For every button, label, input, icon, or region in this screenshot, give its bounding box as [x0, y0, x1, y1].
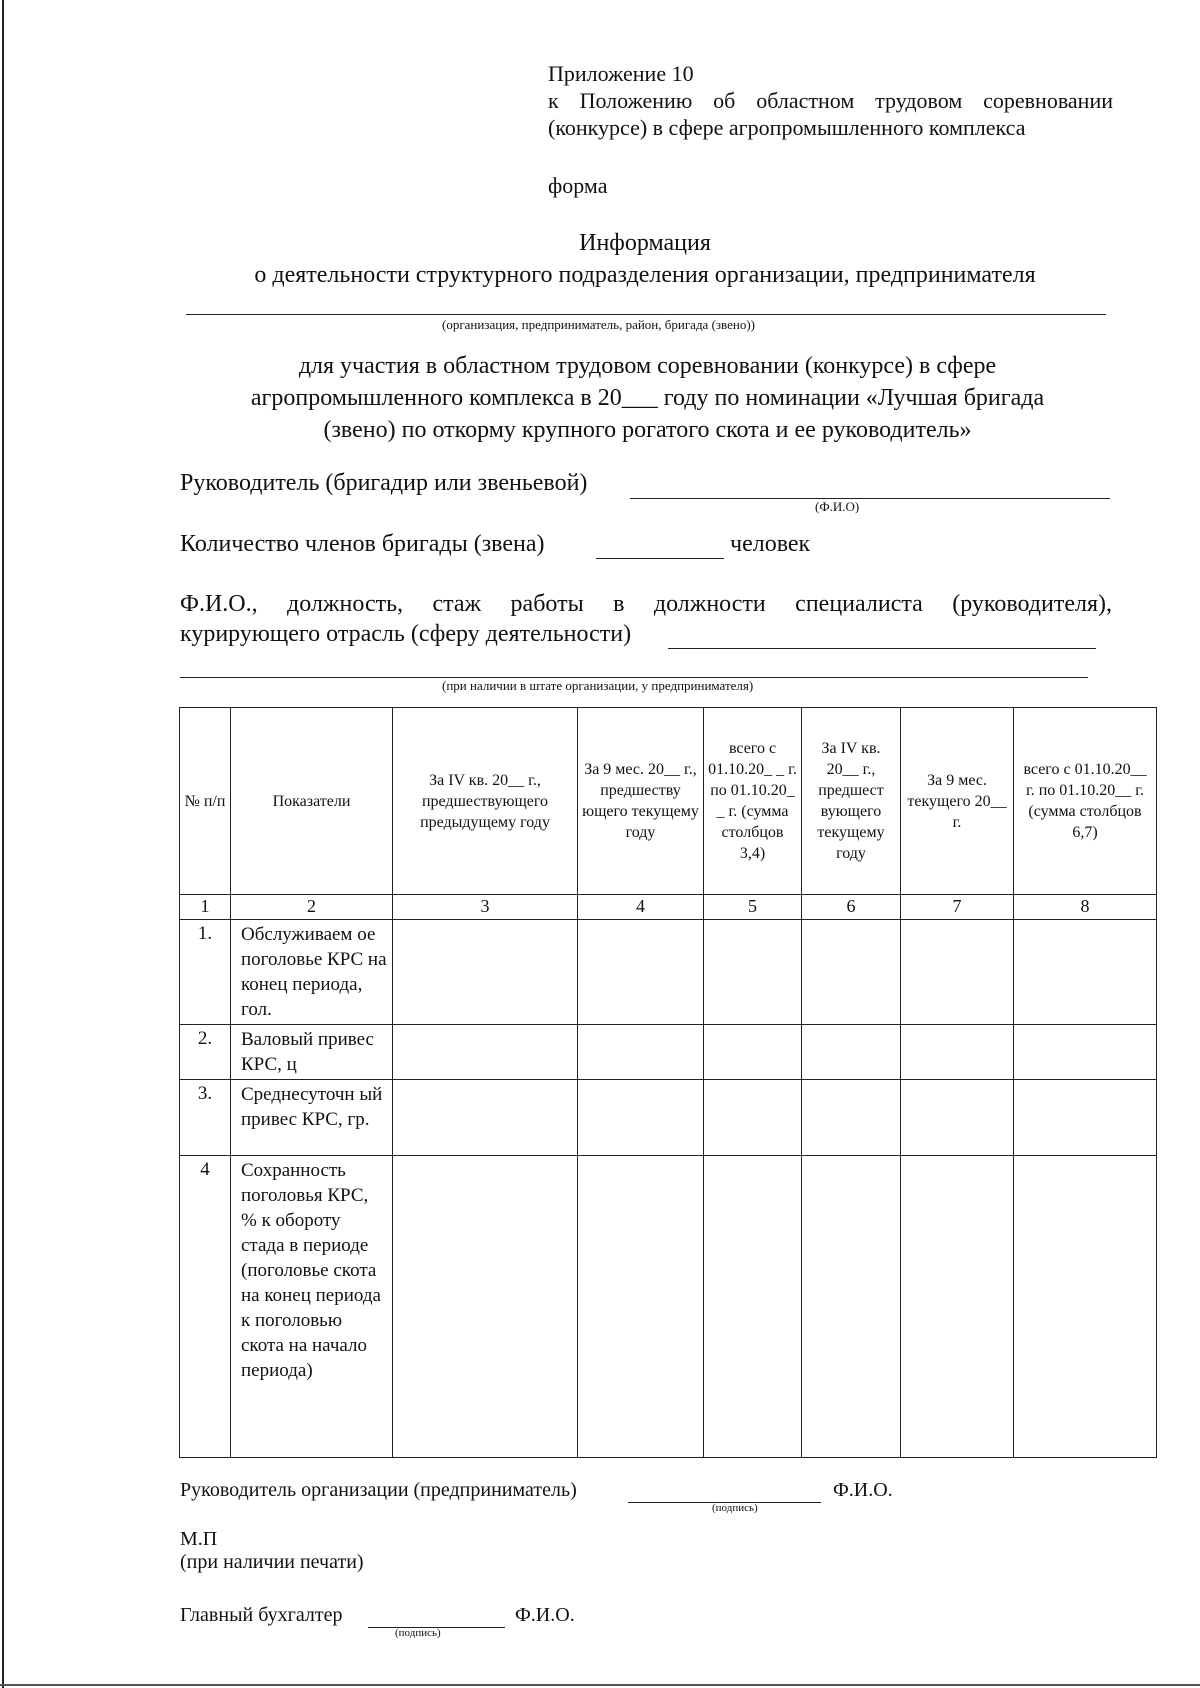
- column-number-row: [180, 895, 1157, 920]
- value-cell[interactable]: [901, 1156, 1014, 1458]
- appendix-number: Приложение 10: [548, 61, 694, 86]
- value-cell[interactable]: [704, 920, 802, 1025]
- leader-field-caption: (Ф.И.О): [815, 499, 860, 514]
- members-unit: человек: [730, 531, 811, 557]
- head-signature-name: Ф.И.О.: [833, 1479, 893, 1501]
- members-label: Количество членов бригады (звена): [180, 531, 545, 557]
- appendix-header: [548, 60, 1113, 141]
- head-signature-caption: (подпись): [712, 1502, 758, 1514]
- specialist-field-caption: (при наличии в штате организации, у предпринимателя): [442, 678, 754, 693]
- row-number: 3.: [180, 1080, 231, 1156]
- header-col-6: За IV кв. 20__ г., предшест вующего текущему году: [802, 708, 901, 895]
- stamp-label: М.П: [180, 1528, 218, 1550]
- page-bottom-border: [0, 1684, 1200, 1686]
- value-cell[interactable]: [578, 920, 704, 1025]
- value-cell[interactable]: [901, 1025, 1014, 1080]
- appendix-regulation-cont: (конкурсе) в сфере агропромышленного комплекса: [548, 115, 1026, 140]
- row-number: 1.: [180, 920, 231, 1025]
- value-cell[interactable]: [393, 920, 578, 1025]
- column-number: 6: [802, 895, 901, 920]
- accountant-signature-caption: (подпись): [395, 1627, 441, 1639]
- row-indicator: Обслуживаем ое поголовье КРС на конец периода, гол.: [231, 920, 393, 1025]
- form-label: форма: [548, 173, 608, 198]
- purpose-paragraph: [180, 350, 1115, 446]
- leader-label: Руководитель (бригадир или звеньевой): [180, 470, 588, 496]
- stamp-note: (при наличии печати): [180, 1551, 364, 1573]
- column-number: 4: [578, 895, 704, 920]
- header-number: № п/п: [180, 708, 231, 895]
- purpose-line-3: (звено) по откорму крупного рогатого скота и ее руководитель»: [323, 417, 972, 443]
- value-cell[interactable]: [901, 1080, 1014, 1156]
- header-col-3: За IV кв. 20__ г., предшествующего предыдущему году: [393, 708, 578, 895]
- value-cell[interactable]: [704, 1025, 802, 1080]
- value-cell[interactable]: [802, 1080, 901, 1156]
- column-number: 3: [393, 895, 578, 920]
- column-number: 8: [1014, 895, 1157, 920]
- value-cell[interactable]: [393, 1025, 578, 1080]
- value-cell[interactable]: [1014, 1080, 1157, 1156]
- row-number: 2.: [180, 1025, 231, 1080]
- accountant-signature-name: Ф.И.О.: [515, 1604, 575, 1626]
- accountant-signature-label: Главный бухгалтер: [180, 1604, 343, 1626]
- value-cell[interactable]: [1014, 920, 1157, 1025]
- value-cell[interactable]: [704, 1156, 802, 1458]
- value-cell[interactable]: [1014, 1156, 1157, 1458]
- document-title: Информация: [579, 230, 711, 256]
- table-row: [180, 1080, 1157, 1156]
- purpose-line-1: для участия в областном трудовом соревновании (конкурсе) в сфере: [298, 353, 997, 379]
- header-col-4: За 9 мес. 20__ г., предшеству ющего текущему году: [578, 708, 704, 895]
- indicators-table: [179, 707, 1157, 1458]
- document-subtitle: о деятельности структурного подразделения организации, предпринимателя: [254, 262, 1036, 288]
- header-col-8: всего с 01.10.20__ г. по 01.10.20__ г. (сумма столбцов 6,7): [1014, 708, 1157, 895]
- row-indicator: Сохранность поголовья КРС, % к обороту стада в периоде (поголовье скота на конец периода к поголовью скота на начало периода): [231, 1156, 393, 1458]
- column-number: 5: [704, 895, 802, 920]
- value-cell[interactable]: [802, 920, 901, 1025]
- value-cell[interactable]: [802, 1025, 901, 1080]
- organization-field-caption: (организация, предприниматель, район, бригада (звено)): [442, 317, 755, 332]
- leader-name-field[interactable]: [630, 498, 1110, 499]
- value-cell[interactable]: [578, 1156, 704, 1458]
- column-number: 7: [901, 895, 1014, 920]
- header-indicators: Показатели: [231, 708, 393, 895]
- header-col-7: За 9 мес. текущего 20__ г.: [901, 708, 1014, 895]
- value-cell[interactable]: [578, 1080, 704, 1156]
- value-cell[interactable]: [393, 1080, 578, 1156]
- table-row: [180, 1156, 1157, 1458]
- organization-field-line[interactable]: [186, 314, 1106, 315]
- row-indicator: Среднесуточн ый привес КРС, гр.: [231, 1080, 393, 1156]
- value-cell[interactable]: [393, 1156, 578, 1458]
- members-count-field[interactable]: [596, 558, 724, 559]
- value-cell[interactable]: [901, 920, 1014, 1025]
- value-cell[interactable]: [578, 1025, 704, 1080]
- head-signature-label: Руководитель организации (предприниматель): [180, 1479, 577, 1501]
- table-header-row: [180, 708, 1157, 895]
- value-cell[interactable]: [802, 1156, 901, 1458]
- column-number: 2: [231, 895, 393, 920]
- appendix-regulation: к Положению об областном трудовом соревновании: [548, 88, 1113, 113]
- row-number: 4: [180, 1156, 231, 1458]
- specialist-field-inline[interactable]: [668, 648, 1096, 649]
- column-number: 1: [180, 895, 231, 920]
- value-cell[interactable]: [704, 1080, 802, 1156]
- specialist-line-1: Ф.И.О., должность, стаж работы в должности специалиста (руководителя),: [180, 591, 1112, 617]
- header-col-5: всего с 01.10.20_ _ г. по 01.10.20_ _ г. (сумма столбцов 3,4): [704, 708, 802, 895]
- specialist-line-2: курирующего отрасль (сферу деятельности): [180, 621, 632, 647]
- row-indicator: Валовый привес КРС, ц: [231, 1025, 393, 1080]
- value-cell[interactable]: [1014, 1025, 1157, 1080]
- purpose-line-2: агропромышленного комплекса в 20___ году по номинации «Лучшая бригада: [250, 385, 1045, 411]
- table-row: [180, 920, 1157, 1025]
- table-row: [180, 1025, 1157, 1080]
